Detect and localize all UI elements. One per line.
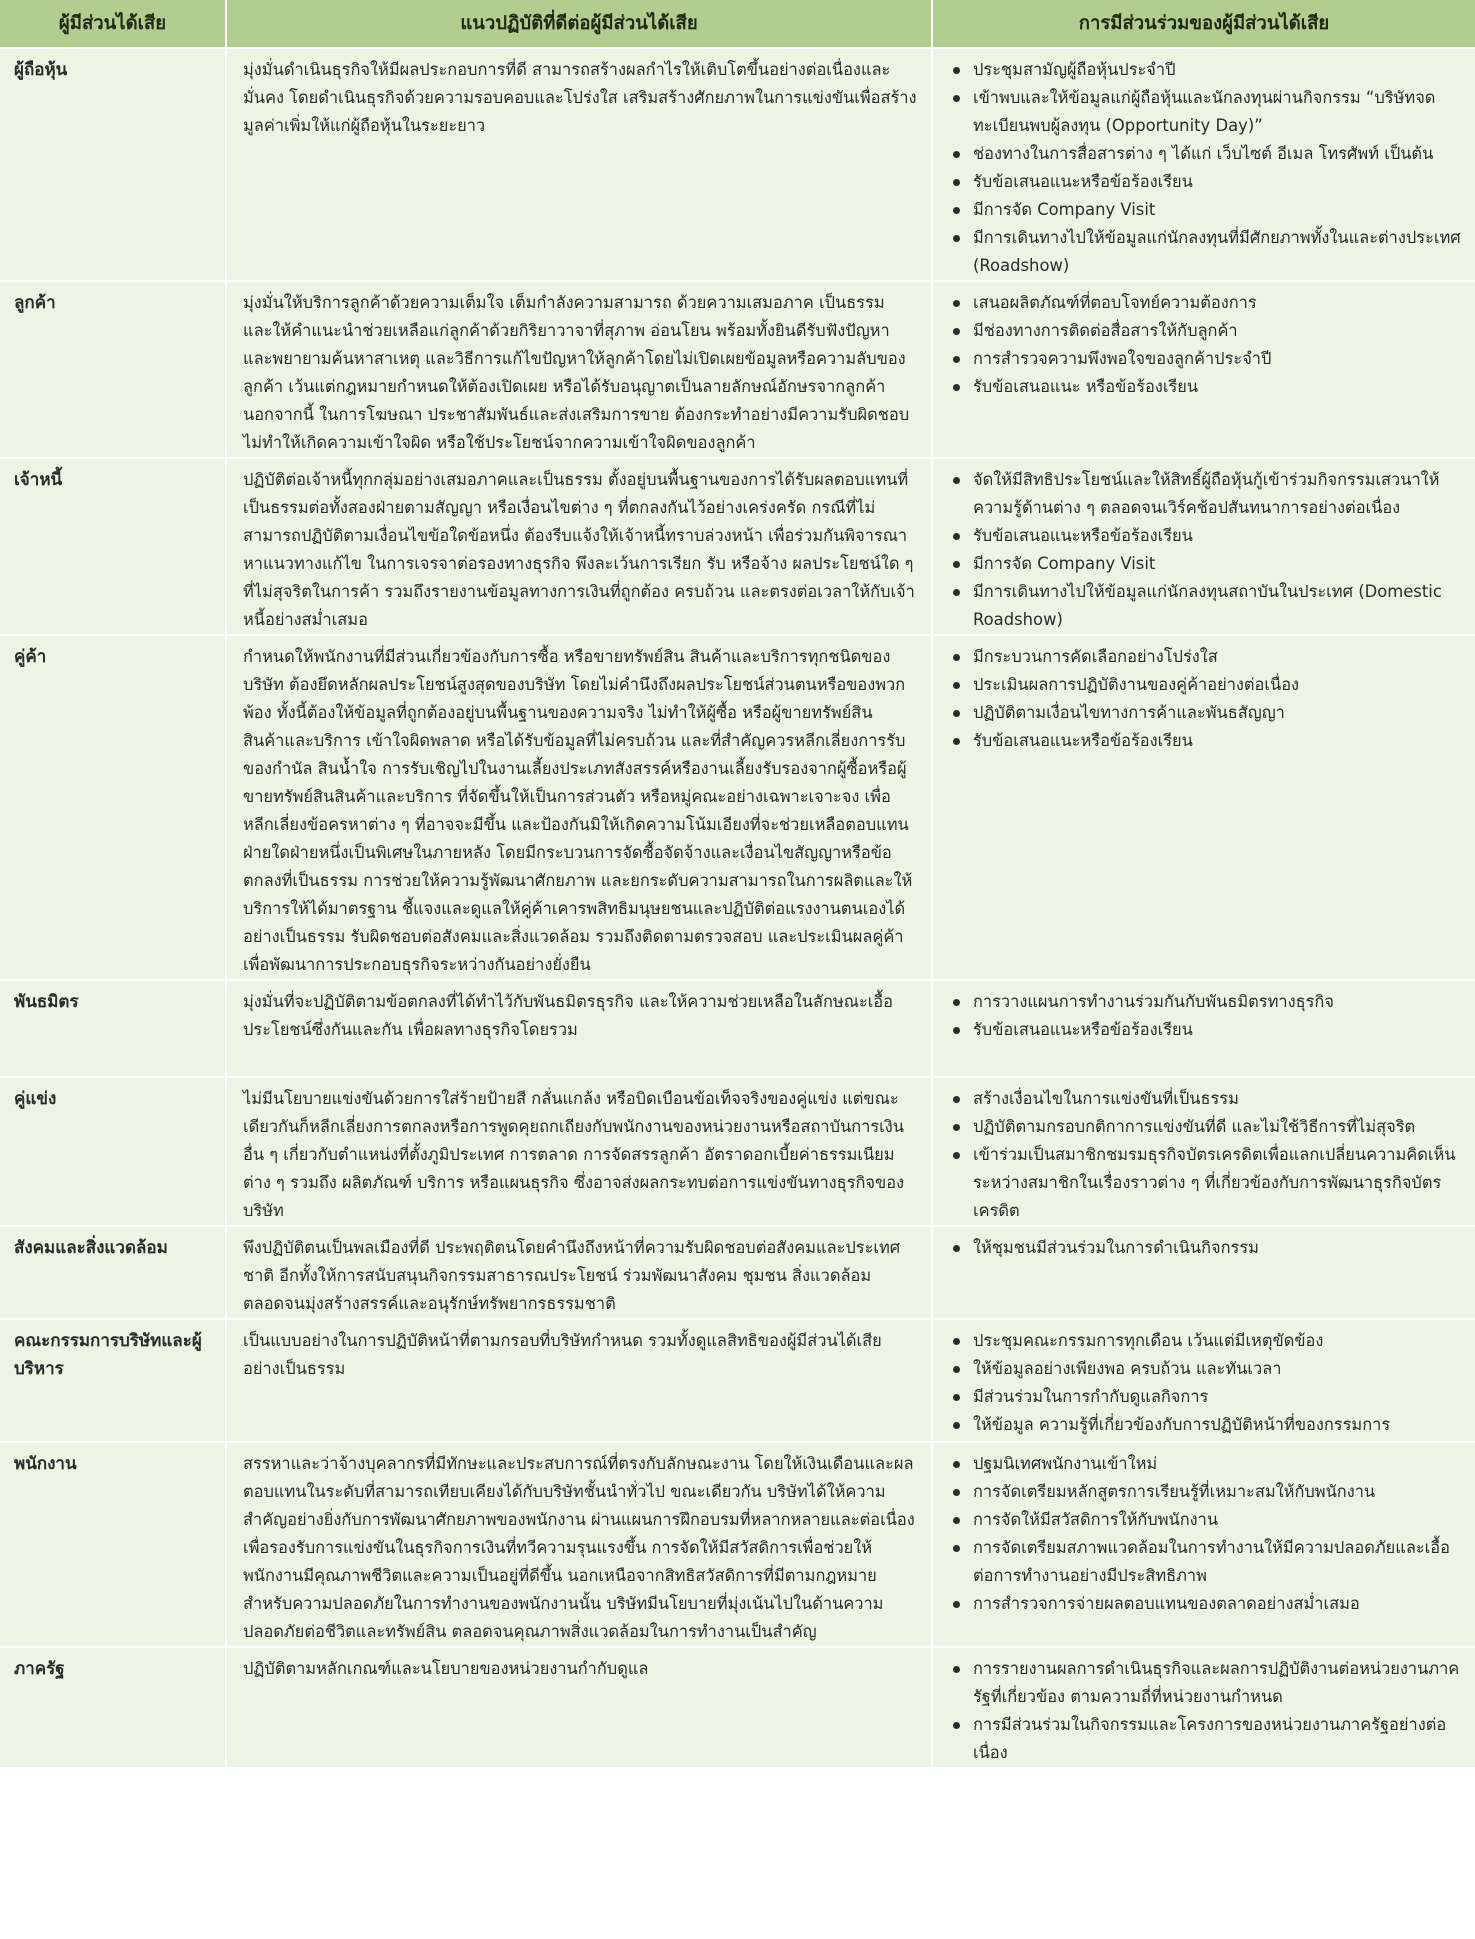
list-item: ช่องทางในการสื่อสารต่าง ๆ ได้แก่ เว็บไซต์ อีเมล โทรศัพท์ เป็นต้น <box>943 140 1467 168</box>
stakeholder-name: พันธมิตร <box>0 980 226 1077</box>
table-row <box>0 458 1475 635</box>
participation-list <box>943 1234 1467 1262</box>
list-item: ให้ข้อมูลอย่างเพียงพอ ครบถ้วน และทันเวลา <box>943 1355 1467 1383</box>
stakeholder-name: คู่แข่ง <box>0 1077 226 1226</box>
participation-list <box>943 1327 1467 1439</box>
participation-list <box>943 643 1467 755</box>
practice-cell <box>226 1442 932 1647</box>
list-item: มีการเดินทางไปให้ข้อมูลแก่นักลงทุนที่มีศักยภาพทั้งในและต่างประเทศ (Roadshow) <box>943 224 1467 280</box>
practice-cell <box>226 281 932 458</box>
stakeholder-name: คณะกรรมการบริษัทและผู้บริหาร <box>0 1319 226 1442</box>
list-item: ปฏิบัติตามเงื่อนไขทางการค้าและพันธสัญญา <box>943 699 1467 727</box>
practice-text: เป็นแบบอย่างในการปฏิบัติหน้าที่ตามกรอบที่บริษัทกำหนด รวมทั้งดูแลสิทธิของผู้มีส่วนได้เสียอย่างเป็นธรรม <box>243 1331 882 1378</box>
practice-text: มุ่งมั่นให้บริการลูกค้าด้วยความเต็มใจ เต็มกำลังความสามารถ ด้วยความเสมอภาค เป็นธรรม และให้คำแนะนำช่วยเหลือแก่ลูกค้าด้วยกิริยาวาจาที่สุภาพ อ่อนโยน พร้อมทั้งยินดีรับฟังปัญหาและพยายามค้นหาสาเหตุ และวิธีการแก้ไขปัญหาให้ลูกค้าโดยไม่เปิดเผยข้อมูลหรือความลับของลูกค้า เว้นแต่กฎหมายกำหนดให้ต้องเปิดเผย หรือได้รับอนุญาตเป็นลายลักษณ์อักษรจากลูกค้า นอกจากนี้ ในการโฆษณา ประชาสัมพันธ์และส่งเสริมการขาย ต้องกระทำอย่างมีความรับผิดชอบ ไม่ทำให้เกิดความเข้าใจผิด หรือใช้ประโยชน์จากความเข้าใจผิดของลูกค้า <box>243 293 910 452</box>
list-item: ประชุมสามัญผู้ถือหุ้นประจำปี <box>943 56 1467 84</box>
list-item: การสำรวจการจ่ายผลตอบแทนของตลาดอย่างสม่ำเสมอ <box>943 1590 1467 1618</box>
list-item: การรายงานผลการดำเนินธุรกิจและผลการปฏิบัติงานต่อหน่วยงานภาครัฐที่เกี่ยวข้อง ตามความถี่ที่หน่วยงานกำหนด <box>943 1655 1467 1711</box>
participation-cell <box>932 1442 1475 1647</box>
practice-text: กำหนดให้พนักงานที่มีส่วนเกี่ยวข้องกับการซื้อ หรือขายทรัพย์สิน สินค้าและบริการทุกชนิดของบริษัท ต้องยึดหลักผลประโยชน์สูงสุดของบริษัท โดยไม่คำนึงถึงผลประโยชน์ส่วนตนหรือของพวกพ้อง ทั้งนี้ต้องให้ข้อมูลที่ถูกต้องอยู่บนพื้นฐานของความจริง ไม่ทำให้ผู้ซื้อ หรือผู้ขายทรัพย์สิน สินค้าและบริการ เข้าใจผิดพลาด หรือได้รับข้อมูลที่ไม่ครบถ้วน และที่สำคัญควรหลีกเลี่ยงการรับของกำนัล สินน้ำใจ การรับเชิญไปในงานเลี้ยงประเภทสังสรรค์หรืองานเลี้ยงรับรองจากผู้ซื้อหรือผู้ขายทรัพย์สินสินค้าและบริการ ที่จัดขึ้นให้เป็นการส่วนตัว หรือหมู่คณะอย่างเฉพาะเจาะจง เพื่อหลีกเลี่ยงข้อครหาต่าง ๆ ที่อาจจะมีขึ้น และป้องกันมิให้เกิดความโน้มเอียงที่จะช่วยเหลือตอบแทนฝ่ายใดฝ่ายหนึ่งเป็นพิเศษในภายหลัง โดยมีกระบวนการจัดซื้อจัดจ้างและเงื่อนไขสัญญาหรือข้อตกลงที่เป็นธรรม การช่วยให้ความรู้พัฒนาศักยภาพ และยกระดับความสามารถในการผลิตและให้บริการให้ได้มาตรฐาน ชี้แจงและดูแลให้คู่ค้าเคารพสิทธิมนุษยชนและปฏิบัติต่อแรงงานตนเองได้อย่างเป็นธรรม รับผิดชอบต่อสังคมและสิ่งแวดล้อม รวมถึงติดตามตรวจสอบ และประเมินผลคู่ค้าเพื่อพัฒนาการประกอบธุรกิจระหว่างกันอย่างยั่งยืน <box>243 647 913 974</box>
participation-cell <box>932 1077 1475 1226</box>
participation-list <box>943 466 1467 634</box>
participation-list <box>943 1655 1467 1767</box>
practice-cell <box>226 1319 932 1442</box>
list-item: รับข้อเสนอแนะ หรือข้อร้องเรียน <box>943 373 1467 401</box>
participation-list <box>943 289 1467 401</box>
list-item: มีการจัด Company Visit <box>943 550 1467 578</box>
stakeholder-name: ลูกค้า <box>0 281 226 458</box>
practice-text: ไม่มีนโยบายแข่งขันด้วยการใส่ร้ายป้ายสี กลั่นแกล้ง หรือบิดเบือนข้อเท็จจริงของคู่แข่ง แต่ขณะเดียวกันก็หลีกเลี่ยงการตกลงหรือการพูดคุยถกเถียงกับพนักงานของหน่วยงานหรือสถาบันการเงินอื่น ๆ เกี่ยวกับตำแหน่งที่ตั้งภูมิประเทศ การตลาด การจัดสรรลูกค้า อัตราดอกเบี้ยค่าธรรมเนียมต่าง ๆ รวมถึง ผลิตภัณฑ์ บริการ หรือแผนธุรกิจ ซึ่งอาจส่งผลกระทบต่อการแข่งขันทางธุรกิจของบริษัท <box>243 1089 905 1220</box>
stakeholder-name: คู่ค้า <box>0 635 226 980</box>
practice-cell <box>226 1077 932 1226</box>
table-row <box>0 1442 1475 1647</box>
list-item: มีการเดินทางไปให้ข้อมูลแก่นักลงทุนสถาบันในประเทศ (Domestic Roadshow) <box>943 578 1467 634</box>
stakeholder-name: ผู้ถือหุ้น <box>0 48 226 281</box>
header-practice: แนวปฏิบัติที่ดีต่อผู้มีส่วนได้เสีย <box>226 0 932 48</box>
practice-cell <box>226 635 932 980</box>
list-item: เข้าพบและให้ข้อมูลแก่ผู้ถือหุ้นและนักลงทุนผ่านกิจกรรม “บริษัทจดทะเบียนพบผู้ลงทุน (Opportunity Day)” <box>943 84 1467 140</box>
table-row <box>0 1077 1475 1226</box>
stakeholder-name: เจ้าหนี้ <box>0 458 226 635</box>
practice-text: มุ่งมั่นดำเนินธุรกิจให้มีผลประกอบการที่ดี สามารถสร้างผลกำไรให้เติบโตขึ้นอย่างต่อเนื่องและมั่นคง โดยดำเนินธุรกิจด้วยความรอบคอบและโปร่งใส เสริมสร้างศักยภาพในการแข่งขันเพื่อสร้างมูลค่าเพิ่มให้แก่ผู้ถือหุ้นในระยะยาว <box>243 60 917 135</box>
table-row <box>0 980 1475 1077</box>
table-row <box>0 1226 1475 1319</box>
list-item: การจัดเตรียมสภาพแวดล้อมในการทำงานให้มีความปลอดภัยและเอื้อต่อการทำงานอย่างมีประสิทธิภาพ <box>943 1534 1467 1590</box>
stakeholder-name: พนักงาน <box>0 1442 226 1647</box>
list-item: สร้างเงื่อนไขในการแข่งขันที่เป็นธรรม <box>943 1085 1467 1113</box>
list-item: มีการจัด Company Visit <box>943 196 1467 224</box>
practice-text: ปฏิบัติตามหลักเกณฑ์และนโยบายของหน่วยงานกำกับดูแล <box>243 1659 649 1678</box>
practice-text: พึงปฏิบัติตนเป็นพลเมืองที่ดี ประพฤติตนโดยคำนึงถึงหน้าที่ความรับผิดชอบต่อสังคมและประเทศชาติ อีกทั้งให้การสนับสนุนกิจกรรมสาธารณประโยชน์ ร่วมพัฒนาสังคม ชุมชน สิ่งแวดล้อม ตลอดจนมุ่งสร้างสรรค์และอนุรักษ์ทรัพยากรธรรมชาติ <box>243 1238 901 1313</box>
list-item: การมีส่วนร่วมในกิจกรรมและโครงการของหน่วยงานภาครัฐอย่างต่อเนื่อง <box>943 1711 1467 1767</box>
participation-cell <box>932 635 1475 980</box>
participation-cell <box>932 980 1475 1077</box>
participation-cell <box>932 1647 1475 1768</box>
practice-text: ปฏิบัติต่อเจ้าหนี้ทุกกลุ่มอย่างเสมอภาคและเป็นธรรม ตั้งอยู่บนพื้นฐานของการได้รับผลตอบแทนที่เป็นธรรมต่อทั้งสองฝ่ายตามสัญญา หรือเงื่อนไขต่าง ๆ ที่ตกลงกันไว้อย่างเคร่งครัด กรณีที่ไม่สามารถปฏิบัติตามเงื่อนไขข้อใดข้อหนึ่ง ต้องรีบแจ้งให้เจ้าหนี้ทราบล่วงหน้า เพื่อร่วมกันพิจารณาหาแนวทางแก้ไข ในการเจรจาต่อรองทางธุรกิจ พึงละเว้นการเรียก รับ หรือจ้าง ผลประโยชน์ใด ๆ ที่ไม่สุจริตในการค้า รวมถึงรายงานข้อมูลทางการเงินที่ถูกต้อง ครบถ้วน และตรงต่อเวลาให้กับเจ้าหนี้อย่างสม่ำเสมอ <box>243 470 915 629</box>
header-participation: การมีส่วนร่วมของผู้มีส่วนได้เสีย <box>932 0 1475 48</box>
participation-cell <box>932 1226 1475 1319</box>
participation-cell <box>932 48 1475 281</box>
participation-list <box>943 988 1467 1044</box>
list-item: รับข้อเสนอแนะหรือข้อร้องเรียน <box>943 727 1467 755</box>
list-item: การจัดให้มีสวัสดิการให้กับพนักงาน <box>943 1506 1467 1534</box>
stakeholder-name: สังคมและสิ่งแวดล้อม <box>0 1226 226 1319</box>
table-row <box>0 48 1475 281</box>
practice-cell <box>226 458 932 635</box>
list-item: การวางแผนการทำงานร่วมกันกับพันธมิตรทางธุรกิจ <box>943 988 1467 1016</box>
list-item: เข้าร่วมเป็นสมาชิกชมรมธุรกิจบัตรเครดิตเพื่อแลกเปลี่ยนความคิดเห็นระหว่างสมาชิกในเรื่องราวต่าง ๆ ที่เกี่ยวข้องกับการพัฒนาธุรกิจบัตรเครดิต <box>943 1141 1467 1225</box>
participation-cell <box>932 458 1475 635</box>
list-item: การจัดเตรียมหลักสูตรการเรียนรู้ที่เหมาะสมให้กับพนักงาน <box>943 1478 1467 1506</box>
table-body <box>0 48 1475 1768</box>
table-row <box>0 1319 1475 1442</box>
list-item: ให้ข้อมูล ความรู้ที่เกี่ยวข้องกับการปฏิบัติหน้าที่ของกรรมการ <box>943 1411 1467 1439</box>
list-item: ประเมินผลการปฏิบัติงานของคู่ค้าอย่างต่อเนื่อง <box>943 671 1467 699</box>
list-item: เสนอผลิตภัณฑ์ที่ตอบโจทย์ความต้องการ <box>943 289 1467 317</box>
list-item: มีส่วนร่วมในการกำกับดูแลกิจการ <box>943 1383 1467 1411</box>
list-item: ปฐมนิเทศพนักงานเข้าใหม่ <box>943 1450 1467 1478</box>
table-header <box>0 0 1475 48</box>
table-row <box>0 635 1475 980</box>
participation-list <box>943 1085 1467 1225</box>
list-item: รับข้อเสนอแนะหรือข้อร้องเรียน <box>943 168 1467 196</box>
list-item: มีกระบวนการคัดเลือกอย่างโปร่งใส <box>943 643 1467 671</box>
list-item: มีช่องทางการติดต่อสื่อสารให้กับลูกค้า <box>943 317 1467 345</box>
header-stakeholder: ผู้มีส่วนได้เสีย <box>0 0 226 48</box>
participation-cell <box>932 1319 1475 1442</box>
stakeholder-name: ภาครัฐ <box>0 1647 226 1768</box>
practice-cell <box>226 1226 932 1319</box>
list-item: ปฏิบัติตามกรอบกติกาการแข่งขันที่ดี และไม่ใช้วิธีการที่ไม่สุจริต <box>943 1113 1467 1141</box>
list-item: รับข้อเสนอแนะหรือข้อร้องเรียน <box>943 1016 1467 1044</box>
table-row <box>0 1647 1475 1768</box>
table-row <box>0 281 1475 458</box>
participation-cell <box>932 281 1475 458</box>
participation-list <box>943 56 1467 280</box>
list-item: การสำรวจความพึงพอใจของลูกค้าประจำปี <box>943 345 1467 373</box>
list-item: ให้ชุมชนมีส่วนร่วมในการดำเนินกิจกรรม <box>943 1234 1467 1262</box>
practice-text: มุ่งมั่นที่จะปฏิบัติตามข้อตกลงที่ได้ทำไว้กับพันธมิตรธุรกิจ และให้ความช่วยเหลือในลักษณะเอื้อประโยชน์ซึ่งกันและกัน เพื่อผลทางธุรกิจโดยรวม <box>243 992 893 1039</box>
list-item: ประชุมคณะกรรมการทุกเดือน เว้นแต่มีเหตุขัดข้อง <box>943 1327 1467 1355</box>
practice-cell <box>226 48 932 281</box>
practice-text: สรรหาและว่าจ้างบุคลากรที่มีทักษะและประสบการณ์ที่ตรงกับลักษณะงาน โดยให้เงินเดือนและผลตอบแทนในระดับที่สามารถเทียบเคียงได้กับบริษัทชั้นนำทั่วไป ขณะเดียวกัน บริษัทได้ให้ความสำคัญอย่างยิ่งกับการพัฒนาศักยภาพของพนักงาน ผ่านแผนการฝึกอบรมที่หลากหลายและต่อเนื่อง เพื่อรองรับการแข่งขันในธุรกิจการเงินที่ทวีความรุนแรงขึ้น การจัดให้มีสวัสดิการเพื่อช่วยให้พนักงานมีคุณภาพชีวิตและความเป็นอยู่ที่ดีขึ้น นอกเหนือจากสิทธิสวัสดิการที่มีตามกฎหมาย สำหรับความปลอดภัยในการทำงานของพนักงานนั้น บริษัทมีนโยบายที่มุ่งเน้นไปในด้านความปลอดภัยต่อชีวิตและทรัพย์สิน ตลอดจนคุณภาพสิ่งแวดล้อมในการทำงานเป็นสำคัญ <box>243 1454 915 1641</box>
practice-cell <box>226 980 932 1077</box>
list-item: จัดให้มีสิทธิประโยชน์และให้สิทธิ์ผู้ถือหุ้นกู้เข้าร่วมกิจกรรมเสวนาให้ความรู้ด้านต่าง ๆ ตลอดจนเวิร์คช้อปสันทนาการอย่างต่อเนื่อง <box>943 466 1467 522</box>
participation-list <box>943 1450 1467 1618</box>
practice-cell <box>226 1647 932 1768</box>
list-item: รับข้อเสนอแนะหรือข้อร้องเรียน <box>943 522 1467 550</box>
